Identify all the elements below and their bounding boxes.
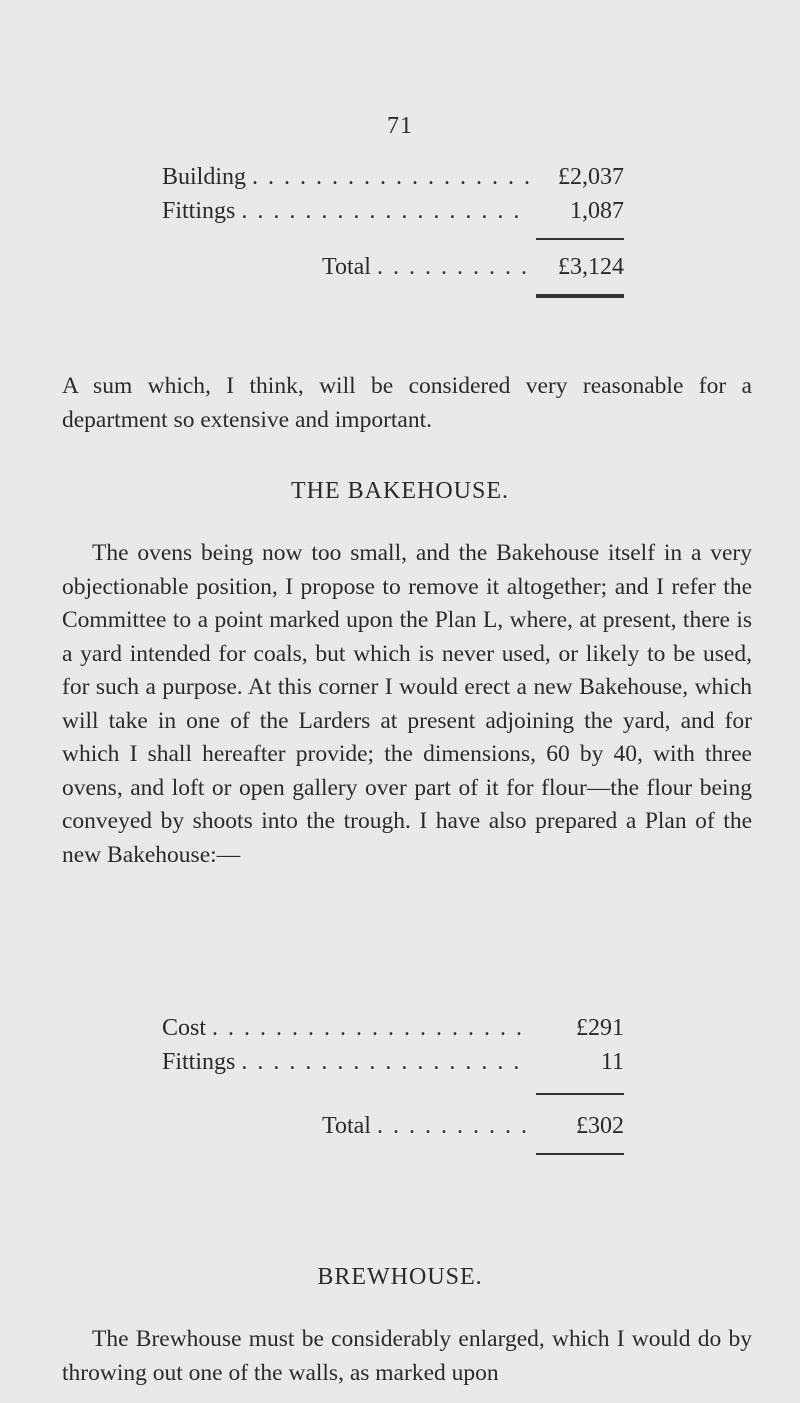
- bakehouse-paragraph: The ovens being now too small, and the Bakehouse itself in a very objectionable position, I propose to remove it altogether; and I refer the Committee to a point marked upon the Plan L, where, at present, there is a yard intended for coals, but which is never used, or likely to be used, for such a purpose. At this corner I would erect a new Bakehouse, which will take in one of the Larders at present adjoining the yard, and for which I shall hereafter provide; the dimensions, 60 by 40, with three ovens, and loft or open gallery over part of it for flour—the flour being conveyed by shoots into the trough. I have also prepared a Plan of the new Bakehouse:—: [62, 540, 752, 868]
- total-amount: £3,124: [558, 254, 624, 280]
- total-rule: [536, 294, 624, 298]
- total-row: [162, 250, 624, 284]
- row-label: Cost: [162, 1015, 207, 1041]
- total-rule: [536, 1153, 624, 1155]
- leader-dots: [212, 1011, 530, 1045]
- row-amount: £291: [576, 1015, 624, 1041]
- row-amount: 11: [600, 1049, 624, 1075]
- leader-dots: [252, 160, 530, 194]
- leader-dots: [377, 1109, 530, 1143]
- row-amount: 1,087: [570, 198, 624, 224]
- row-amount: £2,037: [558, 164, 624, 190]
- total-amount: £302: [576, 1113, 624, 1139]
- page-number: 71: [387, 113, 413, 139]
- table-row: [162, 160, 624, 194]
- table-row: [162, 194, 624, 228]
- leader-dots: [377, 250, 530, 284]
- row-label: Fittings: [162, 1049, 236, 1075]
- row-label: Building: [162, 164, 247, 190]
- brewhouse-paragraph: The Brewhouse must be considerably enlarged, which I would do by throwing out one of the walls, as marked upon: [62, 1326, 752, 1386]
- total-label: Total: [322, 254, 371, 280]
- total-label: Total: [322, 1113, 371, 1139]
- leader-dots: [241, 1045, 530, 1079]
- total-row: [162, 1109, 624, 1143]
- brewhouse-heading: BREWHOUSE.: [317, 1264, 483, 1290]
- building-cost-table: [162, 160, 624, 298]
- row-label: Fittings: [162, 198, 236, 224]
- bakehouse-heading: THE BAKEHOUSE.: [291, 478, 509, 504]
- table-row: [162, 1011, 624, 1045]
- intro-paragraph: A sum which, I think, will be considered very reasonable for a department so extensive and important.: [62, 373, 752, 433]
- table-row: [162, 1045, 624, 1079]
- bakehouse-cost-table: [162, 1011, 624, 1155]
- leader-dots: [241, 194, 530, 228]
